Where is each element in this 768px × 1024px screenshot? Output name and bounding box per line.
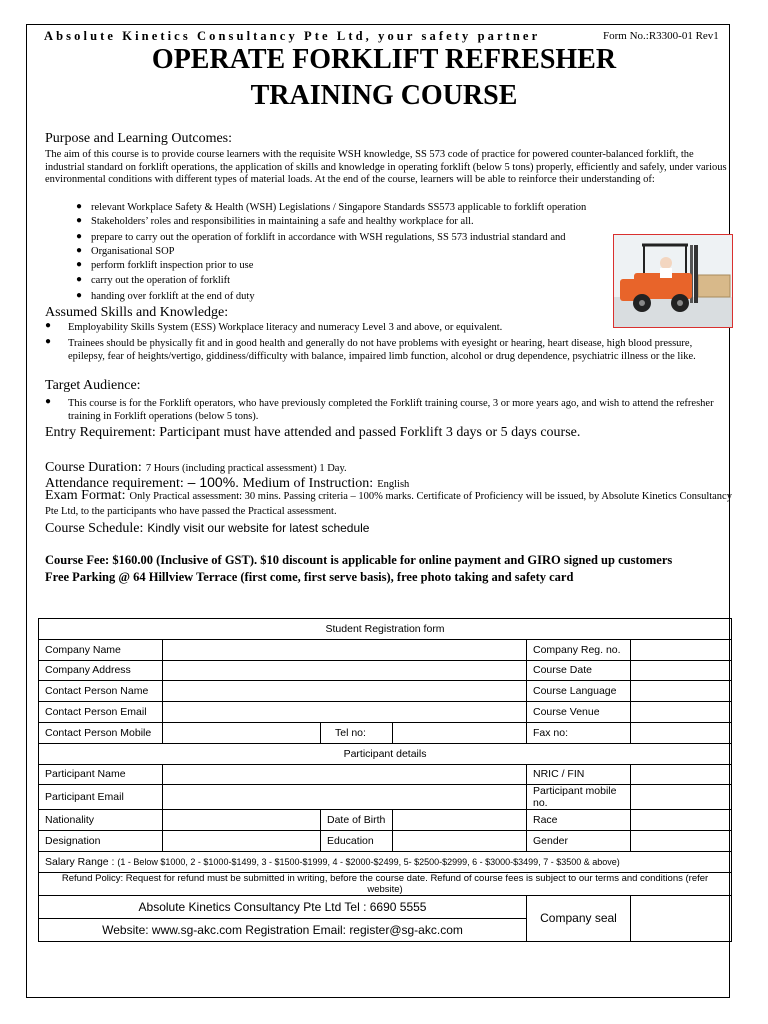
form-title: Student Registration form <box>39 619 732 640</box>
footer-company: Absolute Kinetics Consultancy Pte Ltd Tel : 6690 5555 <box>39 895 527 918</box>
race-label: Race <box>527 810 631 831</box>
medium-label: Medium of Instruction: <box>239 476 374 491</box>
list-item: Trainees should be physically fit and in good health and generally do not have problems with eyesight or hearing, heart disease, high blood pressure, epilepsy, fear of heights/vertigo, giddiness/difficulty with balance, impaired limb function, alcohol or drug dependence, psychiatric illness or the like. <box>68 338 696 362</box>
participant-mobile-label: Participant mobile no. <box>527 785 631 810</box>
contact-mobile-label: Contact Person Mobile <box>39 722 163 743</box>
exam-value: Only Practical assessment: 30 mins. Passing criteria – 100% marks. Certificate of Proficiency will be issued, by Absolute Kinetics Consultancy Pte Ltd, to the participants who have passed the Practical assessment. <box>45 491 732 517</box>
fax-field[interactable] <box>631 722 732 743</box>
salary-label: Salary Range : <box>45 855 118 868</box>
participant-details-heading: Participant details <box>39 743 732 764</box>
page-title-line1: OPERATE FORKLIFT REFRESHER <box>151 44 617 75</box>
course-language-label: Course Language <box>527 681 631 702</box>
parking-info: Free Parking @ 64 Hillview Terrace (first come, first serve basis), free photo taking and safety card <box>45 570 574 584</box>
tel-label: Tel no: <box>321 722 393 743</box>
list-item: perform forklift inspection prior to use <box>91 260 254 271</box>
exam-label: Exam Format: <box>45 488 126 503</box>
list-item: Organisational SOP <box>91 246 175 257</box>
list-item: relevant Workplace Safety & Health (WSH) Legislations / Singapore Standards SS573 applicable to forklift operation <box>91 202 587 213</box>
bullet-icon: ● <box>45 320 52 331</box>
duration-value: 7 Hours (including practical assessment) 1 Day. <box>145 463 347 474</box>
duration-label: Course Duration: <box>45 460 142 475</box>
education-field[interactable] <box>393 831 527 852</box>
nationality-field[interactable] <box>163 810 321 831</box>
company-tagline: Absolute Kinetics Consultancy Pte Ltd, your safety partner <box>44 29 541 43</box>
gender-label: Gender <box>527 831 631 852</box>
bullet-icon: ● <box>45 336 52 347</box>
attendance-label: Attendance requirement: <box>45 476 184 491</box>
schedule-value: Kindly visit our website for latest schedule <box>147 521 370 535</box>
dob-label: Date of Birth <box>321 810 393 831</box>
company-name-label: Company Name <box>39 639 163 660</box>
bullet-icon: ● <box>76 215 83 226</box>
forklift-photo <box>613 234 733 328</box>
contact-email-label: Contact Person Email <box>39 702 163 723</box>
participant-email-field[interactable] <box>163 785 527 810</box>
bullet-icon: ● <box>76 201 83 212</box>
salary-options: (1 - Below $1000, 2 - $1000-$1499, 3 - $1500-$1999, 4 - $2000-$2499, 5- $2500-$2999, 6 - $3000-$3499, 7 - $3500 & above) <box>117 856 620 867</box>
list-item: handing over forklift at the end of duty <box>91 291 255 302</box>
contact-mobile-field[interactable] <box>163 722 321 743</box>
form-number: Form No.:R3300-01 Rev1 <box>603 30 719 42</box>
course-schedule <box>45 519 369 537</box>
bullet-icon: ● <box>76 245 83 256</box>
education-label: Education <box>321 831 393 852</box>
nric-label: NRIC / FIN <box>527 764 631 785</box>
bullet-icon: ● <box>76 231 83 242</box>
designation-field[interactable] <box>163 831 321 852</box>
participant-name-label: Participant Name <box>39 764 163 785</box>
participant-name-field[interactable] <box>163 764 527 785</box>
company-reg-label: Company Reg. no. <box>527 639 631 660</box>
race-field[interactable] <box>631 810 732 831</box>
participant-email-label: Participant Email <box>39 785 163 810</box>
entry-requirement: Entry Requirement: Participant must have attended and passed Forklift 3 days or 5 days course. <box>45 425 581 440</box>
contact-name-field[interactable] <box>163 681 527 702</box>
list-item: Stakeholders’ roles and responsibilities in maintaining a safe and healthy workplace for all. <box>91 216 474 227</box>
designation-label: Designation <box>39 831 163 852</box>
bullet-icon: ● <box>76 290 83 301</box>
schedule-label: Course Schedule: <box>45 521 144 536</box>
gender-field[interactable] <box>631 831 732 852</box>
fax-label: Fax no: <box>527 722 631 743</box>
list-item: prepare to carry out the operation of forklift in accordance with WSH regulations, SS 573 industrial standard and <box>91 232 566 243</box>
attendance-value: – 100%. <box>183 474 240 490</box>
participant-mobile-field[interactable] <box>631 785 732 810</box>
tel-field[interactable] <box>393 722 527 743</box>
bullet-icon: ● <box>45 396 52 407</box>
audience-heading: Target Audience: <box>45 378 141 393</box>
skills-heading: Assumed Skills and Knowledge: <box>45 305 229 320</box>
course-venue-label: Course Venue <box>527 702 631 723</box>
nationality-label: Nationality <box>39 810 163 831</box>
course-language-field[interactable] <box>631 681 732 702</box>
list-item: Employability Skills System (ESS) Workplace literacy and numeracy Level 3 and above, or equivalent. <box>68 322 503 333</box>
page-title-line2: TRAINING COURSE <box>250 80 518 111</box>
dob-field[interactable] <box>393 810 527 831</box>
course-fee: Course Fee: $160.00 (Inclusive of GST). $10 discount is applicable for online payment and GIRO signed up customers <box>45 553 673 567</box>
exam-format <box>45 489 735 518</box>
course-venue-field[interactable] <box>631 702 732 723</box>
registration-form <box>38 618 732 942</box>
company-name-field[interactable] <box>163 639 527 660</box>
list-item: carry out the operation of forklift <box>91 275 231 286</box>
medium-value: English <box>377 479 410 490</box>
course-date-label: Course Date <box>527 660 631 681</box>
course-date-field[interactable] <box>631 660 732 681</box>
company-seal-field[interactable] <box>631 895 732 941</box>
purpose-paragraph: The aim of this course is to provide course learners with the requisite WSH knowledge, SS 573 code of practice for powered counter-balanced forklift, the industrial standard on forklift operations, the application of skills and knowledge in operating forklift (below 5 tons) properly, efficiently and safely, under various environmental conditions with different types of material loads. At the end of the course, learners will be able to reinforce their understanding of: <box>45 149 727 186</box>
purpose-heading: Purpose and Learning Outcomes: <box>45 131 233 146</box>
nric-field[interactable] <box>631 764 732 785</box>
refund-policy: Refund Policy: Request for refund must be submitted in writing, before the course date. Refund of course fees is subject to our terms and conditions (refer website) <box>39 872 732 895</box>
salary-range-row[interactable] <box>39 851 732 872</box>
company-address-field[interactable] <box>163 660 527 681</box>
bullet-icon: ● <box>76 274 83 285</box>
company-address-label: Company Address <box>39 660 163 681</box>
bullet-icon: ● <box>76 259 83 270</box>
company-seal-label: Company seal <box>527 895 631 941</box>
list-item: This course is for the Forklift operators, who have previously completed the Forklift training course, 3 or more years ago, and wish to attend the refresher training in Forklift operations (below 5 tons). <box>68 398 714 422</box>
company-reg-field[interactable] <box>631 639 732 660</box>
footer-contact: Website: www.sg-akc.com Registration Email: register@sg-akc.com <box>39 918 527 941</box>
forklift-icon <box>614 235 732 327</box>
contact-email-field[interactable] <box>163 702 527 723</box>
contact-name-label: Contact Person Name <box>39 681 163 702</box>
